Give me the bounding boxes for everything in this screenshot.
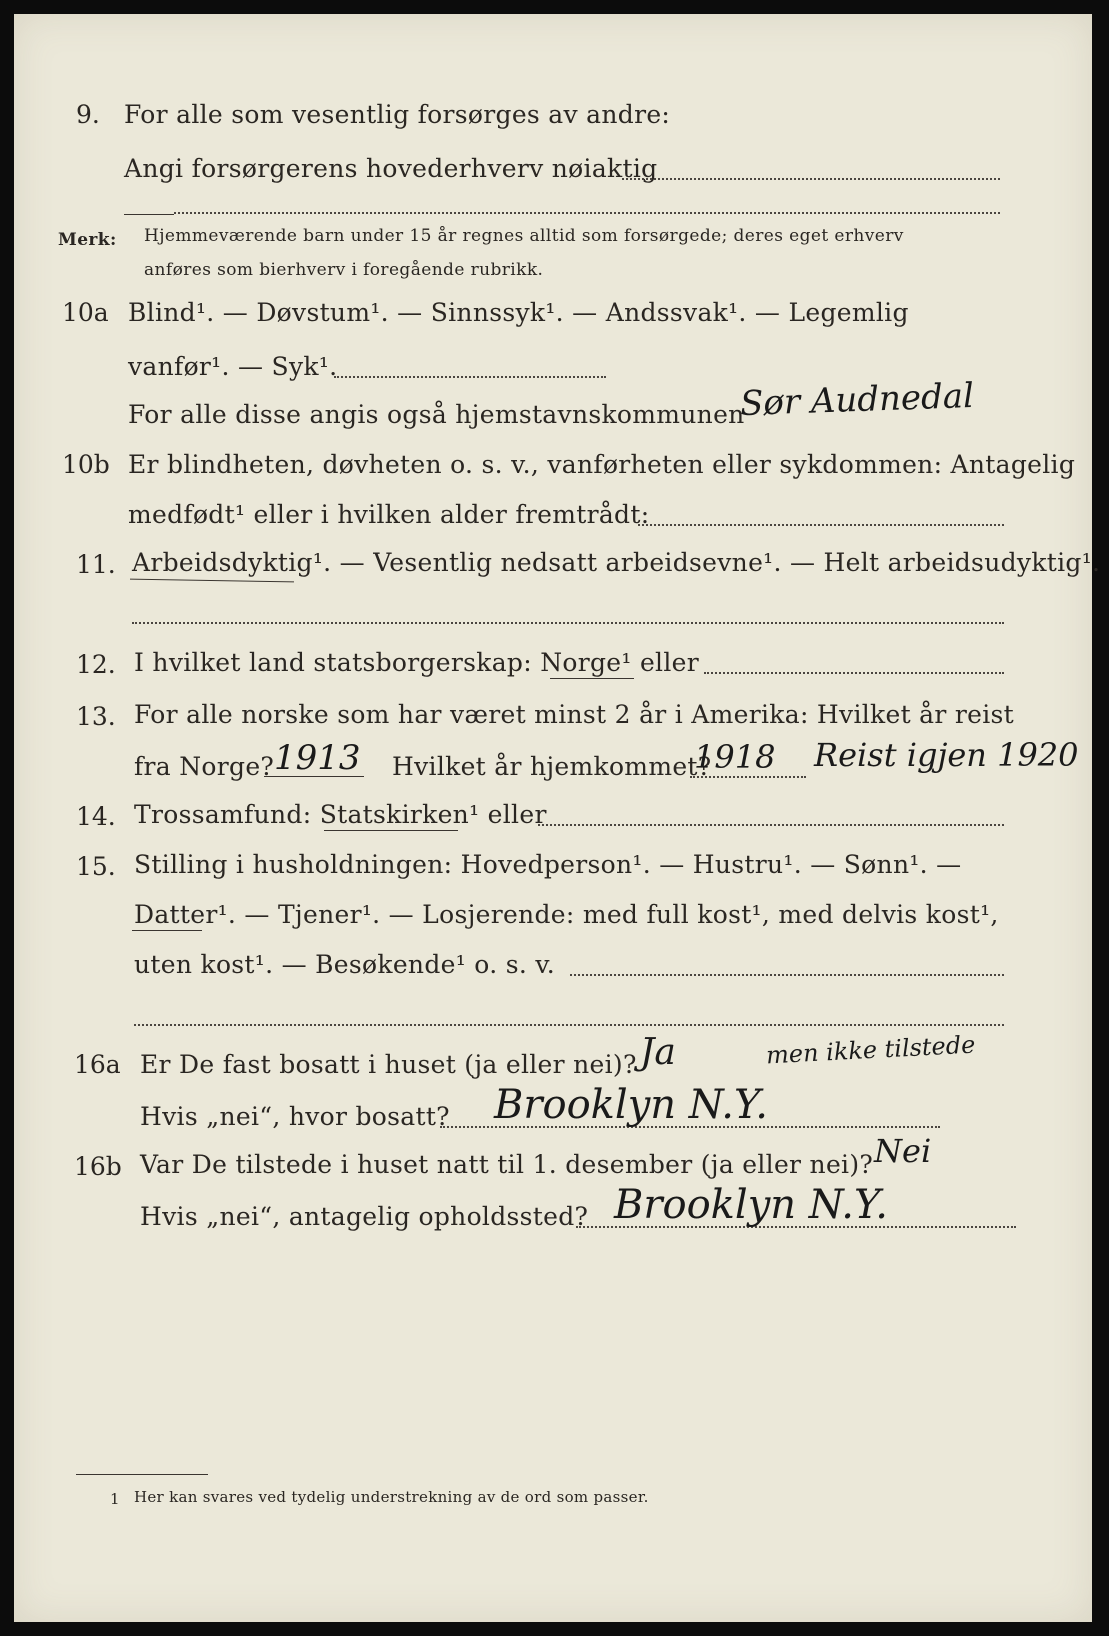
q11-option-arbeidsdyktig: Arbeidsdyktig xyxy=(132,548,313,577)
q14-eller: ¹ eller xyxy=(469,800,547,829)
q14-text xyxy=(134,800,547,829)
q11-underline-mark xyxy=(130,579,294,583)
census-form-page xyxy=(14,14,1101,1622)
q15-text-line2 xyxy=(134,900,999,929)
q12-underline-mark xyxy=(550,678,634,679)
q12-number: 12. xyxy=(76,650,116,679)
q10b-text-line2: medfødt¹ eller i hvilken alder fremtrådt: xyxy=(128,500,650,529)
q16a-number: 16a xyxy=(74,1050,121,1079)
q15-other-options: ¹. — Tjener¹. — Losjerende: med full kost¹, med delvis kost¹, xyxy=(217,900,999,929)
q10b-answer-line xyxy=(638,524,1004,526)
merk-label: Merk: xyxy=(58,230,117,250)
q12-question: I hvilket land statsborgerskap: xyxy=(134,648,532,677)
q10a-text-line2: vanfør¹. — Syk¹. xyxy=(128,352,338,381)
q13-answer-line1 xyxy=(264,776,364,777)
q15-underline-mark xyxy=(132,930,202,931)
merk-text-line2: anføres som bierhverv i foregående rubrikk. xyxy=(144,260,544,280)
merk-text-line1: Hjemmeværende barn under 15 år regnes alltid som forsørgede; deres eget erhverv xyxy=(144,226,904,246)
q16b-number: 16b xyxy=(74,1152,122,1181)
q9-answer-line xyxy=(622,178,1000,180)
q10b-number: 10b xyxy=(62,450,110,479)
q14-option-statskirken: Statskirken xyxy=(319,800,470,829)
q11-other-options: ¹. — Vesentlig nedsatt arbeidsevne¹. — Helt arbeidsudyktig¹. xyxy=(312,548,1101,577)
q15-option-datter: Datter xyxy=(134,900,218,929)
q16a-handwritten-note: men ikke tilstede xyxy=(765,1030,976,1070)
q12-option-norge: Norge xyxy=(540,648,622,677)
q9-answer-line2 xyxy=(174,212,1000,214)
q16b-text-line1: Var De tilstede i huset natt til 1. desember (ja eller nei)? xyxy=(140,1150,874,1179)
q12-text xyxy=(134,648,699,677)
q11-text xyxy=(132,548,1100,577)
q16a-handwritten-residence: Brooklyn N.Y. xyxy=(494,1082,768,1128)
q16a-text-line1: Er De fast bosatt i huset (ja eller nei)? xyxy=(140,1050,637,1079)
q13-hjemkommet: Hvilket år hjemkommet? xyxy=(392,752,712,781)
q10a-answer-line xyxy=(334,376,606,378)
footnote-rule xyxy=(76,1474,208,1475)
q13-fra-norge: fra Norge? xyxy=(134,752,275,781)
q16a-handwritten-answer: Ja xyxy=(640,1032,676,1073)
footnote-mark: 1 xyxy=(110,1490,120,1508)
q15-answer-line2 xyxy=(134,1024,1004,1026)
q14-underline-mark xyxy=(324,830,458,831)
q9-number: 9. xyxy=(76,100,100,129)
q10a-number: 10a xyxy=(62,298,109,327)
q9-text-line1: For alle som vesentlig forsørges av andre: xyxy=(124,100,671,129)
q10a-text-line3: For alle disse angis også hjemstavnskommunen xyxy=(128,400,745,429)
q13-answer-year-returned: 1918 xyxy=(694,738,776,776)
q15-number: 15. xyxy=(76,852,116,881)
q16b-handwritten-location: Brooklyn N.Y. xyxy=(614,1182,888,1228)
q12-answer-line xyxy=(704,672,1004,674)
q11-answer-line xyxy=(132,622,1004,624)
q14-answer-line xyxy=(538,824,1004,826)
q13-text-line1: For alle norske som har været minst 2 år i Amerika: Hvilket år reist xyxy=(134,700,1015,729)
q16a-text-line2: Hvis „nei“, hvor bosatt? xyxy=(140,1102,450,1131)
q14-number: 14. xyxy=(76,802,116,831)
footnote-text: Her kan svares ved tydelig understrekning av de ord som passer. xyxy=(134,1488,649,1506)
q15-answer-line xyxy=(570,974,1004,976)
q16b-text-line2: Hvis „nei“, antagelig opholdssted? xyxy=(140,1202,589,1231)
q13-handwritten-note: Reist igjen 1920 xyxy=(814,736,1079,774)
q12-eller: ¹ eller xyxy=(621,648,699,677)
q13-answer-year-left: 1913 xyxy=(274,738,361,778)
q16b-handwritten-answer: Nei xyxy=(874,1132,932,1170)
q11-number: 11. xyxy=(76,550,116,579)
q10b-text-line1: Er blindheten, døvheten o. s. v., vanførheten eller sykdommen: Antagelig xyxy=(128,450,1076,479)
q9-text-line2: Angi forsørgerens hovederhverv nøiaktig xyxy=(124,154,658,183)
q13-answer-line2 xyxy=(690,776,806,778)
q10a-handwritten-answer: Sør Audnedal xyxy=(739,375,975,425)
q13-number: 13. xyxy=(76,702,116,731)
q10a-text-line1: Blind¹. — Døvstum¹. — Sinnssyk¹. — Andssvak¹. — Legemlig xyxy=(128,298,909,327)
q14-question: Trossamfund: xyxy=(134,800,312,829)
q9-answer-line2-start xyxy=(124,214,174,215)
q15-text-line1: Stilling i husholdningen: Hovedperson¹. — Hustru¹. — Sønn¹. — xyxy=(134,850,962,879)
q15-text-line3: uten kost¹. — Besøkende¹ o. s. v. xyxy=(134,950,556,979)
